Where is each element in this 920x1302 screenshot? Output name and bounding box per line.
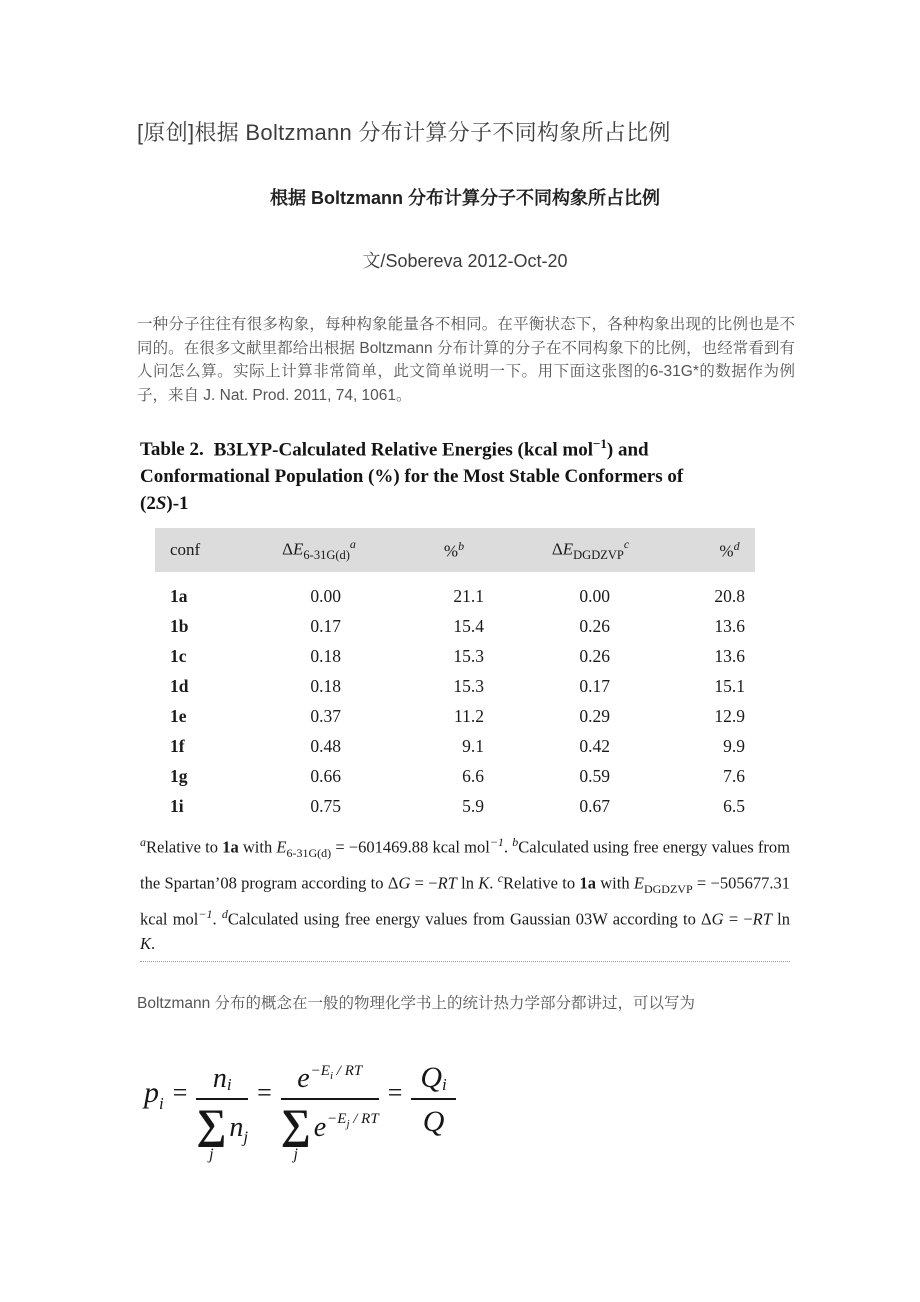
boltzmann-paragraph: Boltzmann 分布的概念在一般的物理化学书上的统计热力学部分都讲过，可以写为 xyxy=(137,995,696,1012)
sum-operand xyxy=(314,1112,379,1144)
sigma-glyph: ∑ xyxy=(280,1102,311,1148)
sum-symbol xyxy=(281,1103,311,1162)
fraction-denominator xyxy=(423,1100,445,1139)
fraction-partition xyxy=(411,1042,455,1139)
sum-operand xyxy=(229,1112,248,1148)
exponent xyxy=(327,1111,379,1130)
equals-sign: = xyxy=(387,1078,403,1107)
sum-index-j: j xyxy=(209,1146,214,1163)
cell-value: 0.00 xyxy=(579,585,610,606)
cell-value: 13.6 xyxy=(714,615,745,636)
variable-K: K xyxy=(140,934,152,954)
fraction-denominator xyxy=(196,1100,248,1162)
cell-conf: 1g xyxy=(170,765,188,786)
table-row xyxy=(155,671,755,701)
footnote-marker: a xyxy=(349,537,356,552)
fraction-numerator xyxy=(196,1042,248,1100)
basis-subscript: 6-31G(d) xyxy=(303,548,350,563)
cell-value: 15.3 xyxy=(453,675,484,696)
cell-value: 0.00 xyxy=(310,585,341,606)
table-header-row xyxy=(155,528,755,572)
table-row xyxy=(155,641,755,671)
exponent-segment: −E xyxy=(327,1111,347,1127)
figure-title-segment: )-1 xyxy=(166,493,189,515)
cell-value: 20.8 xyxy=(714,585,745,606)
footnote-segment: = − xyxy=(723,909,753,929)
cell-value: 6.6 xyxy=(462,765,484,786)
cell-conf: 1b xyxy=(170,615,189,636)
cell-value: 7.6 xyxy=(723,765,745,786)
cell-value: 15.1 xyxy=(714,675,745,696)
footnote-bold: 1a xyxy=(579,873,596,893)
footnote-marker: b xyxy=(512,835,519,850)
delta-symbol: Δ xyxy=(282,539,294,559)
fraction-denominator xyxy=(281,1100,379,1162)
cell-value: 0.17 xyxy=(579,675,610,696)
sum-index-j: j xyxy=(293,1146,298,1163)
sigma-glyph: ∑ xyxy=(196,1102,227,1148)
subscript-i: i xyxy=(226,1075,232,1094)
cell-conf: 1e xyxy=(170,705,187,726)
subscript-j: j xyxy=(346,1118,350,1130)
cell-conf: 1d xyxy=(170,675,189,696)
exponent-segment: / RT xyxy=(333,1063,363,1079)
percent-symbol: % xyxy=(443,541,459,561)
footnote-segment: with xyxy=(238,837,277,857)
table-body xyxy=(155,581,755,821)
col-header-conf: conf xyxy=(170,540,201,560)
cell-value: 0.42 xyxy=(579,735,610,756)
table-row xyxy=(155,731,755,761)
cell-value: 0.37 xyxy=(310,705,341,726)
footnote-marker: c xyxy=(623,537,630,552)
cell-value: 0.67 xyxy=(579,795,610,816)
figure-title xyxy=(140,430,730,517)
variable-K: K xyxy=(478,873,490,893)
variable-RT: RT xyxy=(437,873,457,893)
figure-title-segment: ) and Conformational Population (%) for the Most Stable Conformers of (2 xyxy=(140,439,684,515)
variable-n: n xyxy=(229,1112,244,1143)
figure-title-segment: B3LYP-Calculated Relative Energies (kcal mol xyxy=(213,439,593,461)
basis-subscript: DGDZVP xyxy=(643,881,693,896)
exponent-segment: / RT xyxy=(349,1111,379,1127)
footnote-segment: = − xyxy=(410,873,438,893)
fraction-boltzmann xyxy=(281,1042,379,1162)
variable-n: n xyxy=(212,1063,227,1094)
energy-symbol: E xyxy=(276,837,287,857)
fraction-numerator xyxy=(411,1042,455,1100)
subscript-i: i xyxy=(442,1075,447,1094)
footnote-segment: Relative to xyxy=(146,837,223,857)
figure-title-superscript: −1 xyxy=(592,436,607,451)
variable-RT: RT xyxy=(752,909,772,929)
cell-value: 0.66 xyxy=(310,765,341,786)
cell-value: 0.17 xyxy=(310,615,341,636)
equals-sign: = xyxy=(172,1078,188,1107)
footnote-marker: b xyxy=(458,539,465,553)
table-row xyxy=(155,611,755,641)
variable-Q: Q xyxy=(420,1061,443,1094)
cell-value: 21.1 xyxy=(453,585,484,606)
footnote-segment: = −601469.88 kcal mol xyxy=(331,837,490,857)
exponent xyxy=(311,1063,363,1082)
cell-value: 0.18 xyxy=(310,645,341,666)
exponent: −1 xyxy=(198,906,213,921)
equals-sign: = xyxy=(257,1078,272,1107)
footnote-bold: 1a xyxy=(222,837,239,857)
formula-p-term xyxy=(144,1076,164,1114)
cell-conf: 1a xyxy=(170,585,188,606)
cell-value: 9.9 xyxy=(723,735,745,756)
col-header-percent-b xyxy=(379,539,529,562)
footnote-marker: c xyxy=(497,871,504,886)
footnote-segment: . xyxy=(151,934,156,954)
footnote-segment: = −505677.31 kcal mol xyxy=(140,873,790,929)
fraction-counts xyxy=(196,1042,248,1162)
table-row xyxy=(155,791,755,821)
variable-G: G xyxy=(711,909,724,929)
energy-symbol: E xyxy=(633,873,644,893)
variable-G: G xyxy=(398,873,411,893)
cell-value: 12.9 xyxy=(714,705,745,726)
footnote-marker: a xyxy=(140,835,146,850)
variable-p: p xyxy=(144,1076,159,1109)
footnote-segment: with xyxy=(595,873,634,893)
delta-symbol: Δ xyxy=(551,539,563,559)
subscript-i: i xyxy=(329,1070,334,1082)
percent-symbol: % xyxy=(719,541,734,561)
table-figure xyxy=(140,430,792,962)
figure-title-label: Table 2. xyxy=(140,439,204,461)
cell-value: 9.1 xyxy=(462,735,484,756)
footnote-segment: . xyxy=(212,909,222,929)
page-title: [原创]根据 Boltzmann 分布计算分子不同构象所占比例 xyxy=(137,120,671,145)
footnote-marker: d xyxy=(221,906,228,921)
footnote-segment: . xyxy=(503,837,513,857)
table-row xyxy=(155,761,755,791)
footnote-marker: d xyxy=(733,539,740,553)
cell-conf: 1i xyxy=(170,795,184,816)
boltzmann-formula xyxy=(144,1042,456,1162)
col-header-delta-e-dgdzvp xyxy=(523,537,658,563)
table-row xyxy=(155,701,755,731)
footnote-segment: Relative to xyxy=(503,873,580,893)
cell-conf: 1c xyxy=(170,645,187,666)
exponent-segment: −E xyxy=(310,1063,330,1079)
footnote-segment: ln xyxy=(771,909,790,929)
cell-value: 0.59 xyxy=(579,765,610,786)
article-heading: 根据 Boltzmann 分布计算分子不同构象所占比例 xyxy=(270,188,660,208)
cell-value: 0.48 xyxy=(310,735,341,756)
cell-value: 6.5 xyxy=(723,795,745,816)
cell-value: 0.18 xyxy=(310,675,341,696)
cell-value: 13.6 xyxy=(714,645,745,666)
subscript-i: i xyxy=(159,1094,164,1113)
footnote-segment: . xyxy=(489,873,498,893)
footnote-segment: ln xyxy=(456,873,479,893)
cell-value: 15.4 xyxy=(453,615,484,636)
subscript-j: j xyxy=(243,1127,249,1147)
fraction-numerator xyxy=(281,1042,379,1100)
cell-value: 0.26 xyxy=(579,645,610,666)
figure-footnote xyxy=(140,830,790,962)
cell-value: 11.2 xyxy=(454,705,484,726)
cell-value: 0.29 xyxy=(579,705,610,726)
footnote-segment: Calculated using free energy values from Gaussian 03W according to Δ xyxy=(227,909,712,929)
variable-Q: Q xyxy=(422,1105,445,1138)
variable-e: e xyxy=(313,1112,327,1143)
basis-subscript: DGDZVP xyxy=(573,548,624,563)
cell-value: 5.9 xyxy=(462,795,484,816)
figure-title-italic: S xyxy=(155,493,167,515)
exponent: −1 xyxy=(489,835,504,850)
cell-conf: 1f xyxy=(170,735,185,756)
byline: 文/Sobereva 2012-Oct-20 xyxy=(362,251,568,271)
col-header-percent-d xyxy=(672,539,787,562)
footnote-segment: Calculated using free energy values from the Spartan’08 program according to Δ xyxy=(140,837,790,893)
sum-symbol xyxy=(196,1103,226,1162)
cell-value: 15.3 xyxy=(453,645,484,666)
cell-value: 0.75 xyxy=(310,795,341,816)
variable-e: e xyxy=(297,1063,310,1094)
intro-paragraph: 一种分子往往有很多构象，每种构象能量各不相同。在平衡状态下，各种构象出现的比例也是不同的。在很多文献里都给出根据 Boltzmann 分布计算的分子在不同构象下的比例，也经常看到有人问怎么算。实际上计算非常简单，此文简单说明一下。用下面这张图的6-31G*的数据作为例子，来自 J. Nat. Prod. 2011, 74, 1061。 xyxy=(137,316,795,404)
cell-value: 0.26 xyxy=(579,615,610,636)
energy-symbol: E xyxy=(293,539,304,559)
col-header-delta-e-631gd xyxy=(259,537,379,563)
table-row xyxy=(155,581,755,611)
basis-subscript: 6-31G(d) xyxy=(286,846,332,861)
energy-symbol: E xyxy=(562,539,574,559)
